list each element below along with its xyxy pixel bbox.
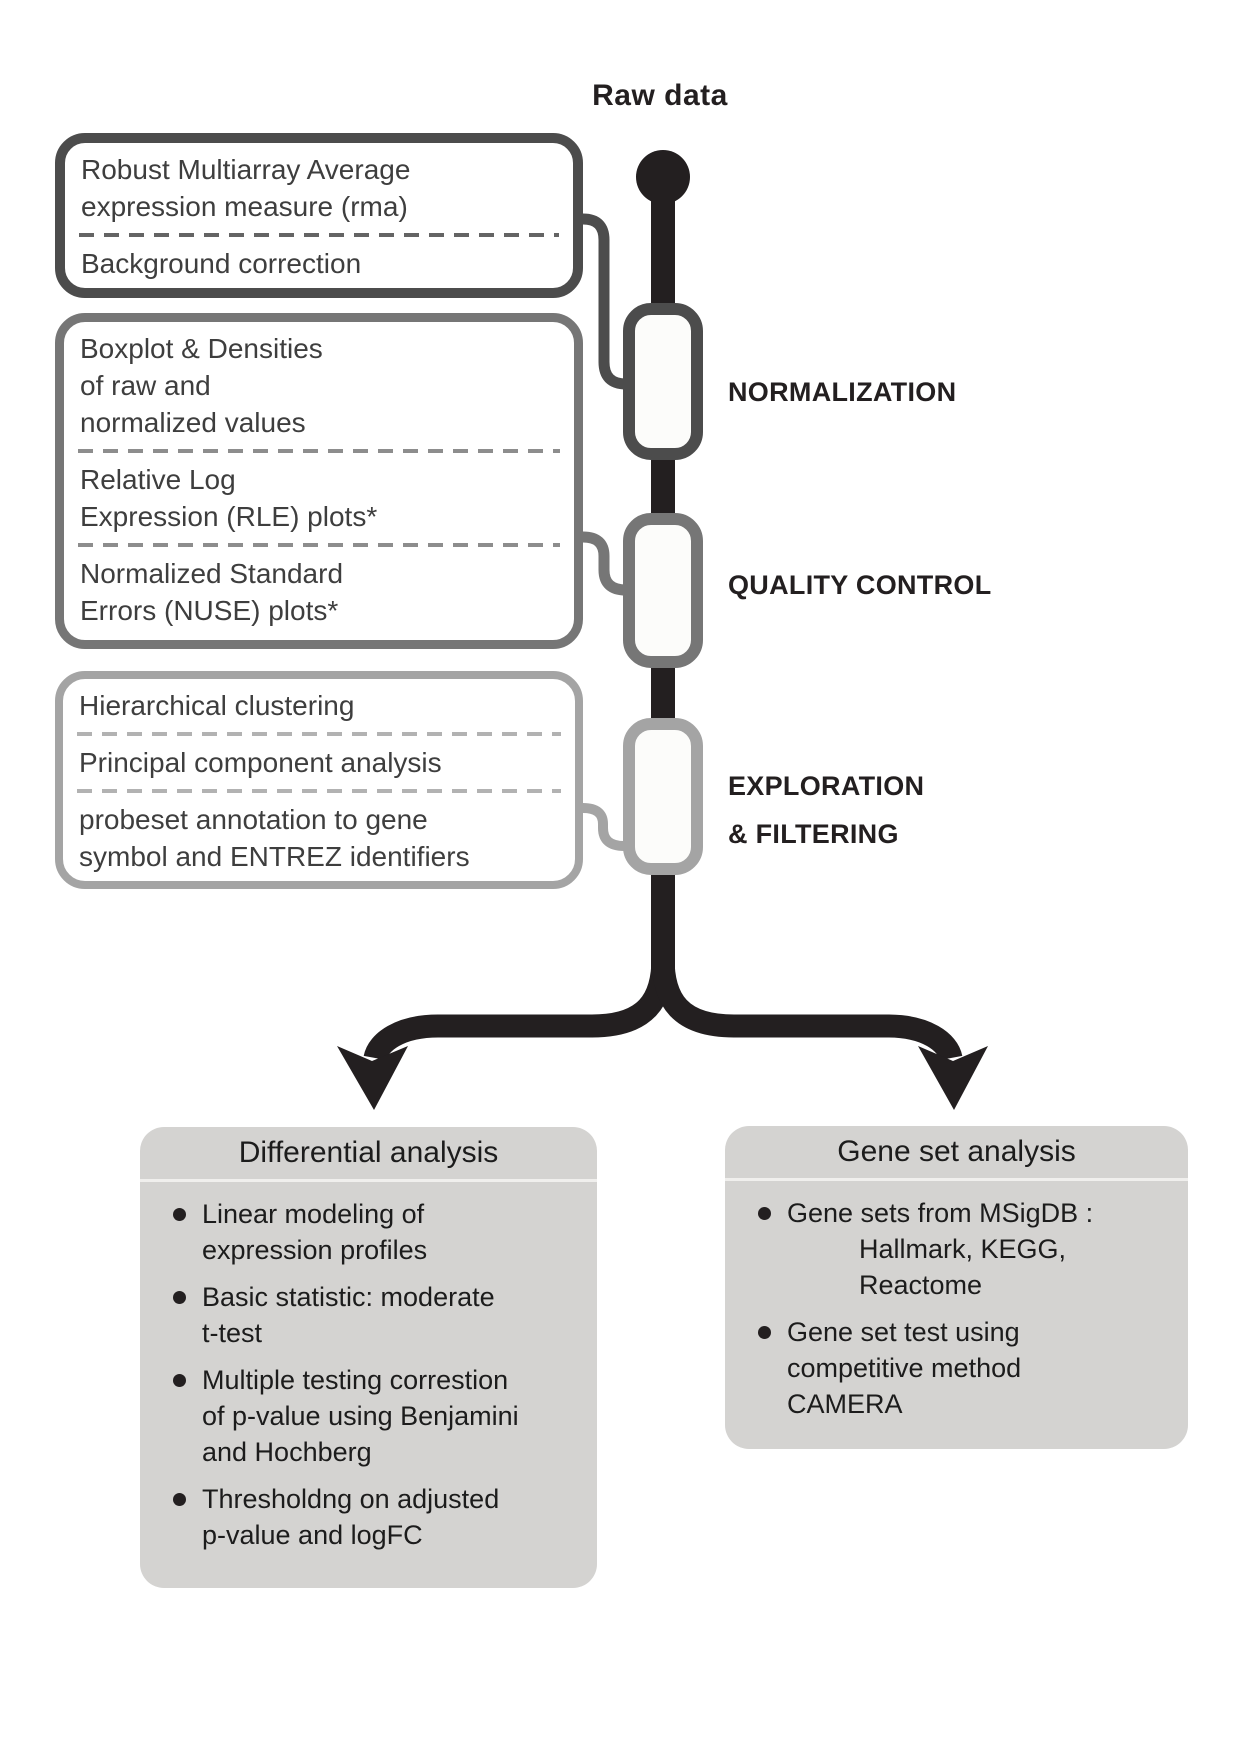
panel-exploration-methods: [55, 671, 583, 889]
differential-analysis-card: [140, 1127, 597, 1588]
panel-item: [63, 681, 575, 730]
bullet-line: and Hochberg: [202, 1437, 372, 1467]
bullet-item: [202, 1362, 587, 1470]
gene-set-analysis-title: Gene set analysis: [725, 1126, 1188, 1181]
raw-data-label: Raw data: [592, 79, 728, 112]
connector-normalization: [583, 219, 626, 384]
dashed-divider: [79, 233, 559, 237]
bullet-item: [202, 1279, 587, 1351]
bullet-item: [787, 1314, 1178, 1422]
panel-item-line: probeset annotation to gene: [79, 804, 428, 835]
stage-label-line: QUALITY CONTROL: [728, 570, 992, 600]
panel-item-line: Expression (RLE) plots*: [80, 501, 378, 532]
dashed-divider: [77, 732, 561, 736]
bullet-line: Thresholdng on adjusted: [202, 1484, 500, 1514]
gene-set-analysis-list: [725, 1195, 1188, 1422]
bullet-line: p-value and logFC: [202, 1520, 423, 1550]
bullet-line: competitive method: [787, 1353, 1022, 1383]
bullet-line: Multiple testing correstion: [202, 1365, 509, 1395]
stage-node-exploration: [623, 718, 703, 875]
bullet-line: Reactome: [859, 1270, 983, 1300]
panel-item-line: Background correction: [81, 248, 362, 279]
stage-label-normalization: [728, 368, 1148, 416]
stage-node-quality-control: [623, 513, 703, 668]
stage-label-line: EXPLORATION: [728, 771, 925, 801]
connector-quality-control: [583, 537, 626, 590]
panel-item-line: expression measure (rma): [81, 191, 408, 222]
bullet-item: [202, 1196, 587, 1268]
bullet-item: [202, 1481, 587, 1553]
panel-item: [65, 145, 573, 231]
panel-item-line: symbol and ENTREZ identifiers: [79, 841, 470, 872]
dashed-divider: [78, 543, 560, 547]
bullet-line: Basic statistic: moderate: [202, 1282, 495, 1312]
panel-item-line: Relative Log: [80, 464, 236, 495]
bullet-line: Gene set test using: [787, 1317, 1020, 1347]
differential-analysis-title: Differential analysis: [140, 1127, 597, 1182]
panel-item-line: Principal component analysis: [79, 747, 442, 778]
bullet-line: Linear modeling of: [202, 1199, 425, 1229]
panel-item-line: Robust Multiarray Average: [81, 154, 411, 185]
panel-item: [63, 795, 575, 881]
panel-item: [64, 455, 574, 541]
panel-item: [64, 549, 574, 635]
gene-set-analysis-card: [725, 1126, 1188, 1449]
panel-item-line: Hierarchical clustering: [79, 690, 355, 721]
panel-item-line: of raw and: [80, 370, 211, 401]
panel-item: [65, 239, 573, 288]
bullet-line: CAMERA: [787, 1389, 903, 1419]
panel-item-line: normalized values: [80, 407, 306, 438]
panel-item-line: Errors (NUSE) plots*: [80, 595, 339, 626]
panel-item: [64, 324, 574, 447]
stage-label-line: & FILTERING: [728, 819, 899, 849]
panel-item-line: Normalized Standard: [80, 558, 344, 589]
connector-exploration: [583, 808, 624, 846]
panel-item: [63, 738, 575, 787]
bullet-line: expression profiles: [202, 1235, 428, 1265]
panel-item-line: Boxplot & Densities: [80, 333, 323, 364]
bullet-line: Gene sets from MSigDB :: [787, 1198, 1094, 1228]
bullet-item: [787, 1195, 1178, 1303]
branch-left: [375, 935, 663, 1058]
stage-node-normalization: [623, 303, 703, 460]
stage-label-exploration: [728, 762, 1148, 858]
panel-normalization-methods: [55, 133, 583, 298]
dashed-divider: [77, 789, 561, 793]
panel-quality-control-methods: [55, 313, 583, 649]
stage-label-quality-control: [728, 561, 1148, 609]
bullet-line: of p-value using Benjamini: [202, 1401, 519, 1431]
bullet-line: Hallmark, KEGG,: [859, 1234, 1067, 1264]
stage-label-line: NORMALIZATION: [728, 377, 957, 407]
branch-right: [663, 935, 951, 1058]
bullet-line: t-test: [202, 1318, 263, 1348]
dashed-divider: [78, 449, 560, 453]
differential-analysis-list: [140, 1196, 597, 1553]
